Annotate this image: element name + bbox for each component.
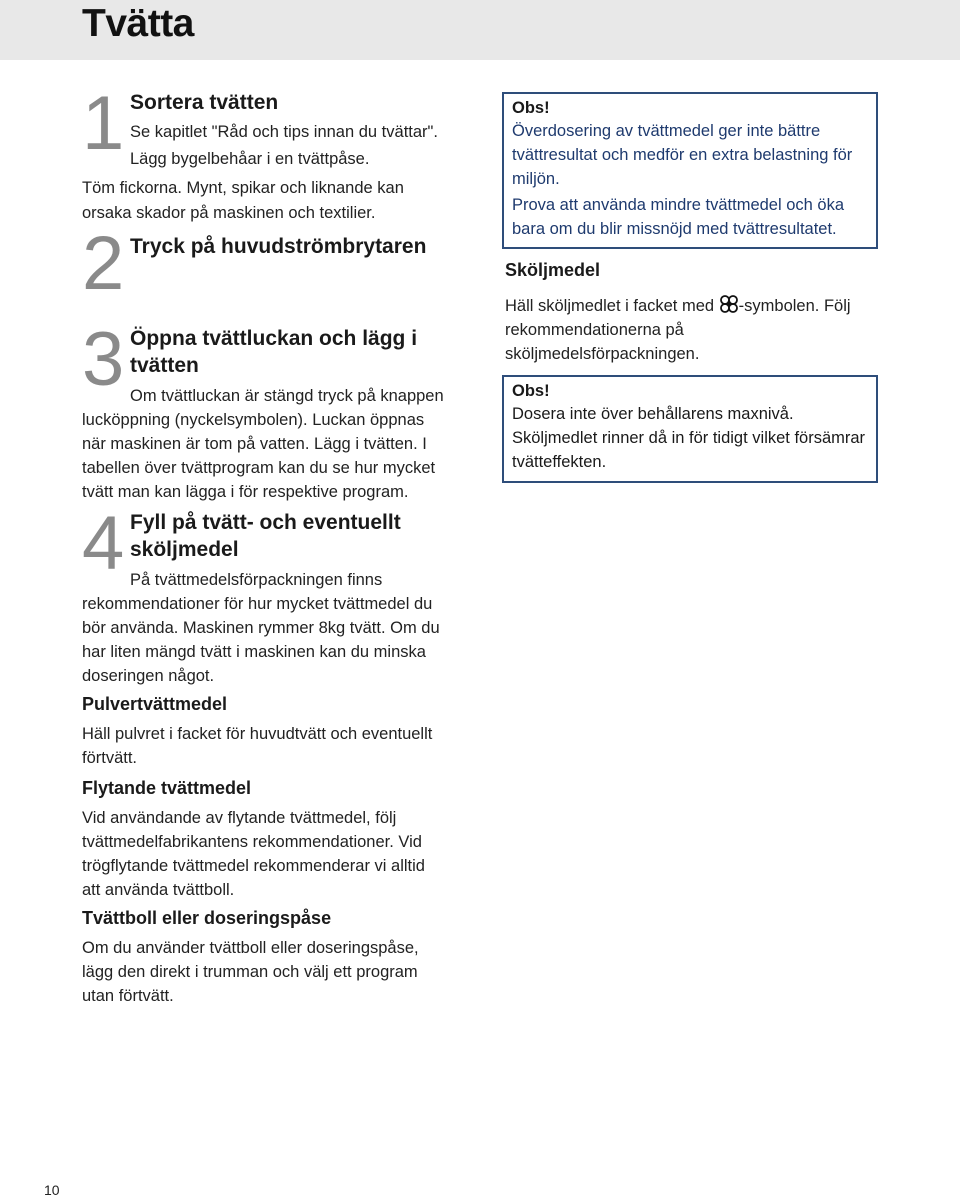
step-heading-4-line1: Fyll på tvätt- och eventuellt (130, 511, 401, 534)
step-1-line: orsaka skador på maskinen och textilier. (82, 204, 376, 222)
step-number-4: 4 (82, 501, 123, 586)
note-title: Obs! (512, 382, 550, 400)
note-line: Överdosering av tvättmedel ger inte bättre (512, 122, 821, 140)
section-liquid-line: tvättmedelfabrikantens rekommendationer. Vid (82, 833, 422, 851)
step-3-line: när maskinen är tom på vatten. Lägg i tvätten. I (82, 435, 427, 453)
note-title: Obs! (512, 99, 550, 117)
section-heading-liquid: Flytande tvättmedel (82, 778, 252, 798)
step-4-line: På tvättmedelsförpackningen finns (130, 571, 383, 589)
note-box-overdose (502, 92, 878, 249)
step-4-line: har liten mängd tvätt i maskinen kan du minska (82, 643, 426, 661)
step-heading-3-line1: Öppna tvättluckan och lägg i (130, 327, 418, 350)
section-ball-line: lägg den direkt i trumman och välj ett program (82, 963, 418, 981)
step-3-line: tabellen över tvättprogram kan du se hur mycket (82, 459, 436, 477)
softener-line-1 (505, 294, 851, 318)
section-heading-ball: Tvättboll eller doseringspåse (82, 908, 332, 928)
section-ball-line: utan förtvätt. (82, 987, 174, 1005)
section-powder-line: förtvätt. (82, 749, 138, 767)
step-1-line: Se kapitlet "Råd och tips innan du tvättar". (130, 123, 438, 141)
step-number-2: 2 (82, 221, 123, 306)
section-liquid-line: Vid användande av flytande tvättmedel, följ (82, 809, 397, 827)
step-4-line: bör använda. Maskinen rymmer 8kg tvätt. Om du (82, 619, 440, 637)
step-heading-2: Tryck på huvudströmbrytaren (130, 235, 427, 258)
step-heading-1: Sortera tvätten (130, 91, 279, 114)
step-1-line: Töm fickorna. Mynt, spikar och liknande kan (82, 179, 404, 197)
softener-text-before-icon: Häll sköljmedlet i facket med (505, 297, 719, 315)
step-4-line: rekommendationer för hur mycket tvättmedel du (82, 595, 433, 613)
softener-line-3: sköljmedelsförpackningen. (505, 345, 700, 363)
section-heading-softener: Sköljmedel (505, 260, 601, 280)
section-powder-line: Häll pulvret i facket för huvudtvätt och eventuellt (82, 725, 433, 743)
step-heading-4-line2: sköljmedel (130, 538, 239, 561)
note-line: Sköljmedlet rinner då in för tidigt vilket försämrar (512, 429, 866, 447)
note-line: tvätteffekten. (512, 453, 607, 471)
section-ball-line: Om du använder tvättboll eller doseringspåse, (82, 939, 419, 957)
page-number: 10 (44, 1182, 60, 1198)
step-4-line: doseringen något. (82, 667, 215, 685)
section-liquid-line: att använda tvättboll. (82, 881, 235, 899)
note-line: miljön. (512, 170, 560, 188)
step-3-line: Om tvättluckan är stängd tryck på knappen (130, 387, 444, 405)
note-box-maxlevel (502, 375, 878, 483)
section-heading-powder: Pulvertvättmedel (82, 694, 228, 714)
step-1-line: Lägg bygelbehåar i en tvättpåse. (130, 150, 370, 168)
note-line: Dosera inte över behållarens maxnivå. (512, 405, 794, 423)
note-line: tvättresultat och medför en extra belastning för (512, 146, 853, 164)
step-number-3: 3 (82, 317, 123, 402)
step-3-line: tvätt man kan lägga i för respektive program. (82, 483, 409, 501)
note-line: Prova att använda mindre tvättmedel och öka (512, 196, 845, 214)
softener-line-2: rekommendationerna på (505, 321, 684, 339)
note-line: bara om du blir missnöjd med tvättresultatet. (512, 220, 837, 238)
softener-text-after-icon: -symbolen. Följ (738, 297, 851, 315)
step-number-1: 1 (82, 81, 123, 166)
section-liquid-line: trögflytande tvättmedel rekommenderar vi alltid (82, 857, 425, 875)
flower-icon (719, 294, 739, 314)
step-heading-3-line2: tvätten (130, 354, 199, 377)
page-title: Tvätta (82, 2, 194, 45)
step-3-line: lucköppning (nyckelsymbolen). Luckan öppnas (82, 411, 425, 429)
